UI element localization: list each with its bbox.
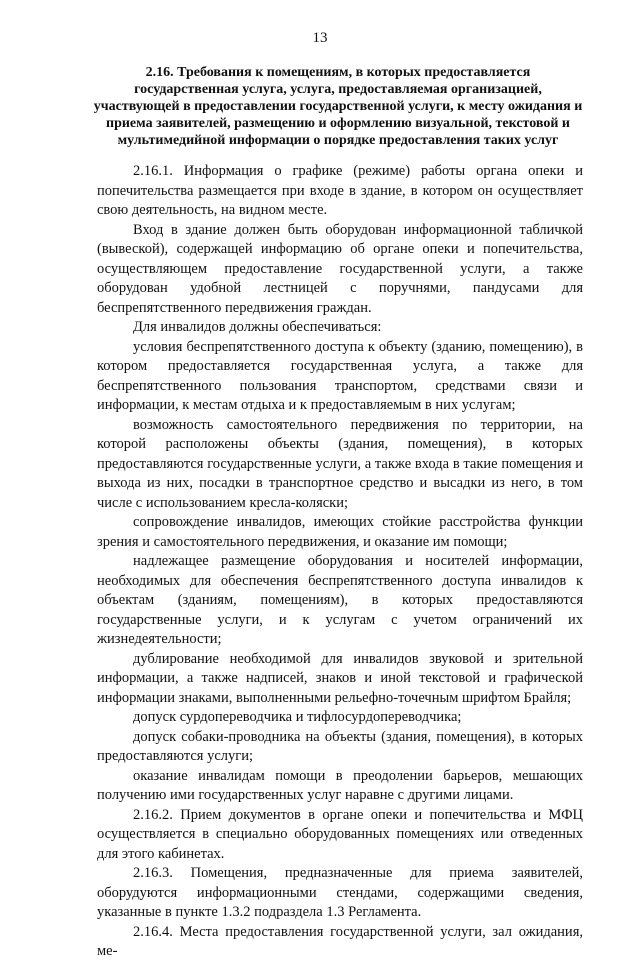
- paragraph: допуск сурдопереводчика и тифлосурдопереводчика;: [133, 709, 462, 725]
- paragraph: оказание инвалидам помощи в преодолении барьеров, мешающих получению ими государственных услуг наравне с другими лицами.: [97, 767, 583, 803]
- paragraph: возможность самостоятельного передвижения по территории, на которой расположены объекты (здания, помещения), в которых предоставляются государственные услуги, а также входа в такие помещения и выхода из них, посадки в транспортное средство и высадки из него, в том числе с использованием кресла-коляски;: [97, 416, 583, 511]
- page-number: 13: [312, 30, 328, 46]
- paragraph: Для инвалидов должны обеспечиваться:: [133, 319, 382, 335]
- paragraph: условия беспрепятственного доступа к объекту (зданию, помещению), в котором предоставляется государственная услуга, а также для беспрепятственного пользования транспортом, средствами связи и информации, к местам отдыха и к предоставляемым в них услугам;: [97, 338, 583, 413]
- paragraph: 2.16.4. Места предоставления государственной услуги, зал ожидания, ме-: [97, 923, 583, 959]
- paragraph: 2.16.1. Информация о графике (режиме) работы органа опеки и попечительства размещается при входе в здание, в котором он осуществляет свою деятельность, на видном месте.: [97, 163, 583, 218]
- paragraph: надлежащее размещение оборудования и носителей информации, необходимых для обеспечения беспрепятственного доступа инвалидов к объектам (зданиям, помещениям), в которых предоставляются государственные услуги, и к услугам с учетом ограничений их жизнедеятельности;: [97, 553, 583, 647]
- paragraph: дублирование необходимой для инвалидов звуковой и зрительной информации, а также надписей, знаков и иной текстовой и графической информации знаками, выполненными рельефно-точечным шрифтом Брайля;: [97, 650, 583, 706]
- paragraph: 2.16.2. Прием документов в органе опеки и попечительства и МФЦ осуществляется в специально оборудованных помещениях или отведенных для этого кабинетах.: [97, 806, 583, 862]
- paragraph: допуск собаки-проводника на объекты (здания, помещения), в которых предоставляются услуги;: [97, 728, 583, 764]
- section-title: 2.16. Требования к помещениям, в которых предоставляется государственная услуга, услуга, предоставляемая организацией, участвующей в предоставлении государственной услуги, к месту ожидания и приема заявителей, размещению и оформлению визуальной, текстовой и мультимедийной информации о порядке предоставления таких услуг: [93, 65, 583, 148]
- paragraph: Вход в здание должен быть оборудован информационной табличкой (вывеской), содержащей информацию об органе опеки и попечительства, осуществляющем предоставление государственной услуги, а также оборудован удобной лестницей с поручнями, пандусами для беспрепятственного передвижения граждан.: [97, 221, 583, 316]
- paragraph: 2.16.3. Помещения, предназначенные для приема заявителей, оборудуются информационными стендами, содержащими сведения, указанные в пункте 1.3.2 подраздела 1.3 Регламента.: [97, 865, 583, 920]
- paragraph: сопровождение инвалидов, имеющих стойкие расстройства функции зрения и самостоятельного передвижения, и оказание им помощи;: [97, 514, 583, 550]
- document-body: [97, 162, 583, 962]
